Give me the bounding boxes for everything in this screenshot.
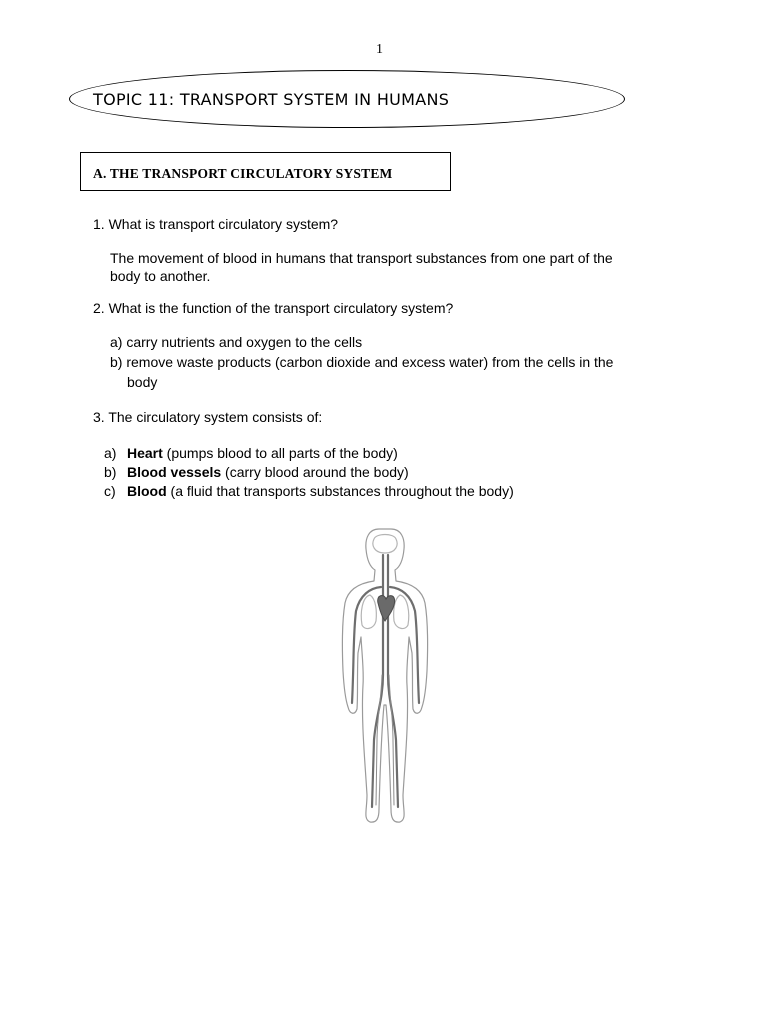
component-term: Blood: [127, 483, 167, 499]
component-description: (carry blood around the body): [221, 464, 409, 480]
answer-1: [110, 249, 613, 285]
brain-outline: [373, 535, 397, 554]
function-item-b: b) remove waste products (carbon dioxide and excess water) from the cells in the: [110, 354, 614, 370]
answer-1-line-2: body to another.: [110, 268, 211, 284]
component-term: Heart: [127, 445, 163, 461]
list-marker: b): [104, 464, 117, 480]
topic-title: TOPIC 11: TRANSPORT SYSTEM IN HUMANS: [93, 90, 450, 109]
question-1: 1. What is transport circulatory system?: [93, 216, 339, 232]
component-item-heart: [104, 444, 398, 462]
component-item-blood: [104, 482, 514, 500]
list-marker: a): [104, 445, 117, 461]
component-item-blood-vessels: [104, 463, 409, 481]
right-lung: [394, 595, 409, 628]
function-item-a: a) carry nutrients and oxygen to the cells: [110, 334, 363, 350]
page-number: 1: [376, 42, 383, 57]
question-3: 3. The circulatory system consists of:: [93, 409, 323, 425]
answer-1-line-1: The movement of blood in humans that transport substances from one part of the: [110, 250, 613, 266]
body-outline: [342, 529, 427, 822]
component-term: Blood vessels: [127, 464, 222, 480]
question-2: 2. What is the function of the transport circulatory system?: [93, 300, 454, 316]
component-description: (pumps blood to all parts of the body): [162, 445, 398, 461]
left-lung: [361, 595, 376, 628]
section-title: A. THE TRANSPORT CIRCULATORY SYSTEM: [93, 166, 393, 181]
list-marker: c): [104, 483, 116, 499]
left-arm-vessel: [352, 587, 381, 703]
heart: [378, 596, 395, 621]
function-item-b-continued: body: [127, 374, 158, 390]
component-description: (a fluid that transports substances throughout the body): [166, 483, 514, 499]
circulatory-system-illustration: [330, 525, 440, 835]
